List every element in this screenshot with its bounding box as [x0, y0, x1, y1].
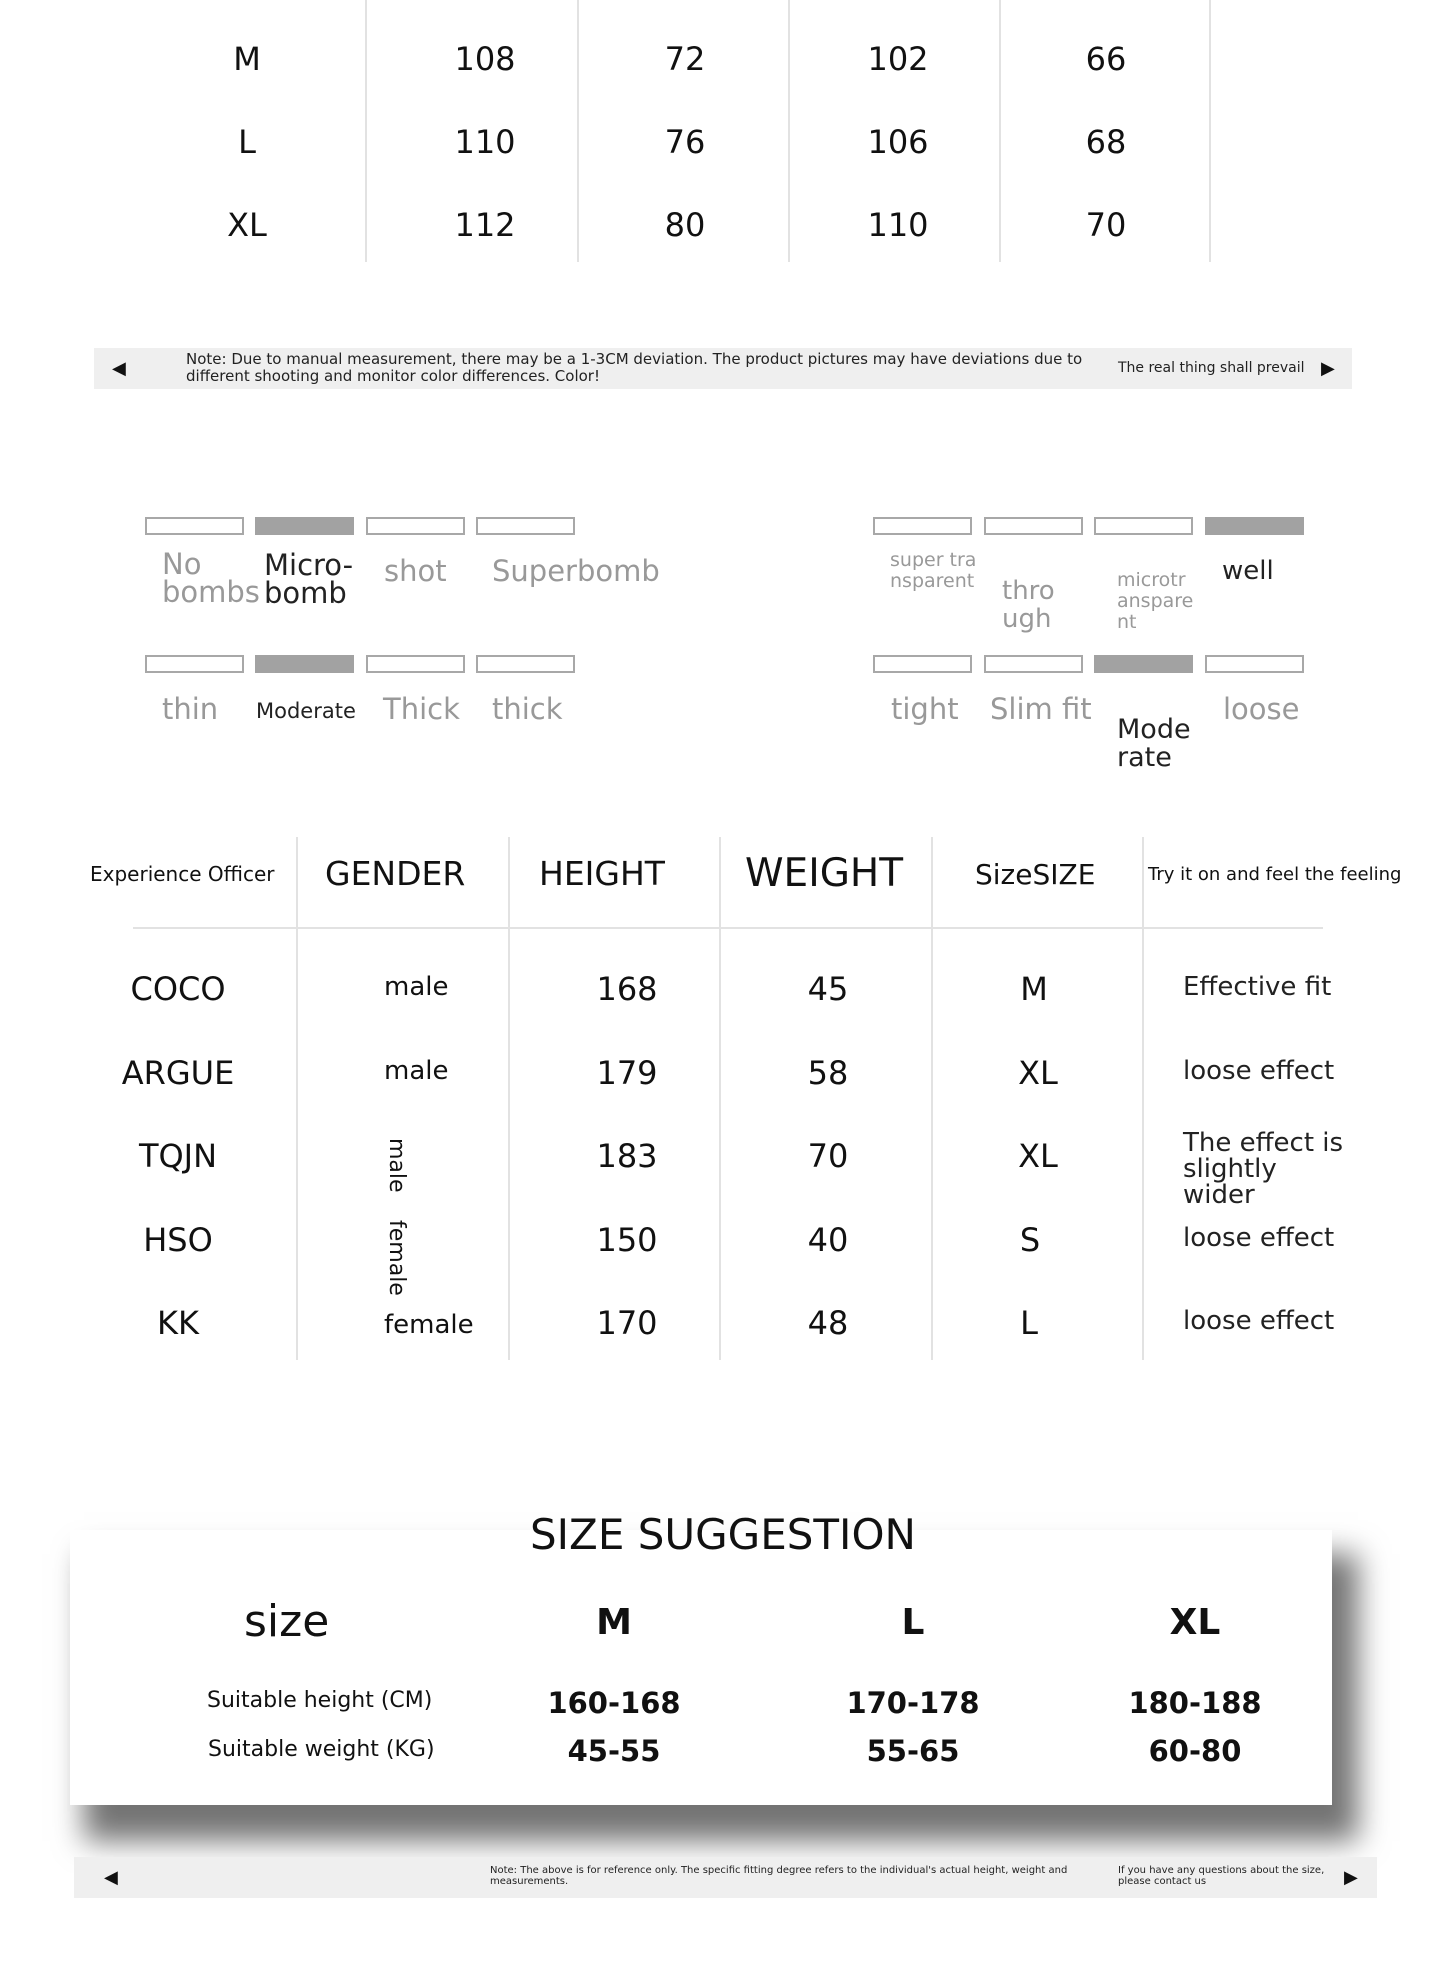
scale-label: Slim fit: [990, 692, 1092, 726]
size-cell: L: [238, 123, 256, 161]
size-cell: M: [1020, 970, 1048, 1008]
scale-box: [145, 655, 244, 673]
note-right-text: The real thing shall prevail: [1118, 360, 1305, 376]
scale-label: thin: [162, 692, 219, 726]
section-title: SIZE SUGGESTION: [530, 1510, 916, 1559]
column-divider: [577, 0, 579, 262]
table-cell: 70: [1085, 206, 1127, 244]
column-divider: [508, 837, 510, 1360]
column-divider: [1142, 837, 1144, 1360]
size-cell: L: [1020, 1304, 1038, 1342]
gender-cell: male: [384, 1056, 449, 1086]
column-divider: [999, 0, 1001, 262]
size-cell: S: [1019, 1221, 1041, 1259]
scale-label: Thick: [383, 692, 460, 726]
officer-name: TQJN: [138, 1137, 218, 1175]
column-divider: [296, 837, 298, 1360]
table-cell: 112: [454, 206, 516, 244]
height-cell: 168: [596, 970, 658, 1008]
scale-box: [1205, 655, 1304, 673]
scale-label: No bombs: [162, 547, 260, 609]
size-label: size: [244, 1596, 330, 1647]
weight-range: 45-55: [567, 1734, 661, 1768]
scale-box: [984, 517, 1083, 535]
weight-cell: 70: [807, 1137, 849, 1175]
weight-label: Suitable weight (KG): [208, 1737, 435, 1762]
scale-box-selected: [1094, 655, 1193, 673]
scale-box-selected: [1205, 517, 1304, 535]
table-cell: 110: [454, 123, 516, 161]
column-divider: [365, 0, 367, 262]
header-weight: WEIGHT: [745, 851, 904, 896]
size-cell: XL: [1018, 1137, 1058, 1175]
table-cell: 108: [454, 40, 516, 78]
officer-name: COCO: [130, 970, 226, 1008]
note-text: Note: The above is for reference only. The specific fitting degree refers to the individual's actual height, weight and measurements.: [490, 1865, 1068, 1887]
scale-box: [476, 655, 575, 673]
height-range: 180-188: [1128, 1686, 1262, 1720]
feeling-cell: Effective fit: [1183, 972, 1332, 1002]
scale-label-selected: Moderate: [256, 699, 356, 723]
right-arrow-icon[interactable]: ▶: [1321, 358, 1335, 379]
feeling-cell: loose effect: [1183, 1306, 1335, 1336]
size-cell: M: [233, 40, 261, 78]
header-feeling: Try it on and feel the feeling: [1148, 864, 1402, 885]
scale-box: [1094, 517, 1193, 535]
weight-range: 55-65: [866, 1734, 960, 1768]
left-arrow-icon[interactable]: ◀: [104, 1867, 118, 1888]
height-range: 170-178: [846, 1686, 980, 1720]
weight-cell: 48: [807, 1304, 849, 1342]
size-cell: XL: [227, 206, 267, 244]
note-right-text: If you have any questions about the size, please contact us: [1118, 1865, 1325, 1887]
left-arrow-icon[interactable]: ◀: [112, 358, 126, 379]
note-bar: [74, 1857, 1377, 1898]
gender-cell: female: [384, 1220, 409, 1296]
header-size: SizeSIZE: [975, 858, 1096, 891]
table-cell: 66: [1085, 40, 1127, 78]
weight-cell: 40: [807, 1221, 849, 1259]
gender-cell: male: [384, 1138, 409, 1193]
gender-cell: female: [384, 1310, 474, 1340]
officer-name: KK: [157, 1304, 199, 1342]
weight-range: 60-80: [1148, 1734, 1242, 1768]
note-line: Note: Due to manual measurement, there may be a 1-3CM deviation. The product pictures may have deviations due to: [186, 350, 1083, 368]
column-divider: [1209, 0, 1211, 262]
table-cell: 72: [664, 40, 706, 78]
size-m: M: [596, 1602, 632, 1643]
scale-box-selected: [255, 517, 354, 535]
size-cell: XL: [1018, 1054, 1058, 1092]
header-gender: GENDER: [325, 854, 466, 893]
scale-label: through: [1002, 576, 1055, 634]
note-text: [186, 351, 1146, 385]
height-label: Suitable height (CM): [207, 1688, 433, 1713]
column-divider: [788, 0, 790, 262]
scale-label: microtransparent: [1117, 569, 1194, 633]
table-cell: 80: [664, 206, 706, 244]
scale-box: [366, 517, 465, 535]
height-cell: 179: [596, 1054, 658, 1092]
size-xl: XL: [1169, 1602, 1221, 1643]
scale-box: [476, 517, 575, 535]
height-cell: 170: [596, 1304, 658, 1342]
scale-box: [873, 517, 972, 535]
scale-label: tight: [891, 692, 959, 726]
table-cell: 102: [867, 40, 929, 78]
officer-name: ARGUE: [121, 1054, 235, 1092]
height-cell: 150: [596, 1221, 658, 1259]
scale-box: [145, 517, 244, 535]
column-divider: [931, 837, 933, 1360]
officer-name: HSO: [143, 1221, 213, 1259]
scale-box-selected: [255, 655, 354, 673]
header-height: HEIGHT: [539, 854, 665, 893]
scale-box: [366, 655, 465, 673]
scale-label-selected: well: [1222, 556, 1274, 586]
column-divider: [719, 837, 721, 1360]
scale-label-selected: Micro-bomb: [264, 548, 354, 610]
right-arrow-icon[interactable]: ▶: [1344, 1867, 1358, 1888]
feeling-cell: The effect is slightly wider: [1183, 1128, 1344, 1210]
table-cell: 68: [1085, 123, 1127, 161]
size-suggestion-card: [70, 1530, 1332, 1805]
height-range: 160-168: [547, 1686, 681, 1720]
scale-label-selected: Moderate: [1117, 714, 1191, 773]
feeling-cell: loose effect: [1183, 1223, 1335, 1253]
weight-cell: 58: [807, 1054, 849, 1092]
scale-label: Superbomb: [492, 554, 660, 588]
scale-label: super transparent: [890, 549, 977, 592]
scale-box: [873, 655, 972, 673]
feeling-cell: loose effect: [1183, 1056, 1335, 1086]
note-bar: [94, 348, 1352, 389]
table-cell: 76: [664, 123, 706, 161]
weight-cell: 45: [807, 970, 849, 1008]
gender-cell: male: [384, 972, 449, 1002]
size-l: L: [901, 1602, 925, 1643]
scale-label: thick: [492, 692, 563, 726]
table-cell: 106: [867, 123, 929, 161]
header-officer: Experience Officer: [90, 862, 275, 886]
scale-label: shot: [384, 554, 447, 588]
header-divider: [133, 927, 1323, 929]
scale-label: loose: [1223, 692, 1300, 726]
scale-box: [984, 655, 1083, 673]
table-cell: 110: [867, 206, 929, 244]
height-cell: 183: [596, 1137, 658, 1175]
note-line: different shooting and monitor color differences. Color!: [186, 367, 600, 385]
